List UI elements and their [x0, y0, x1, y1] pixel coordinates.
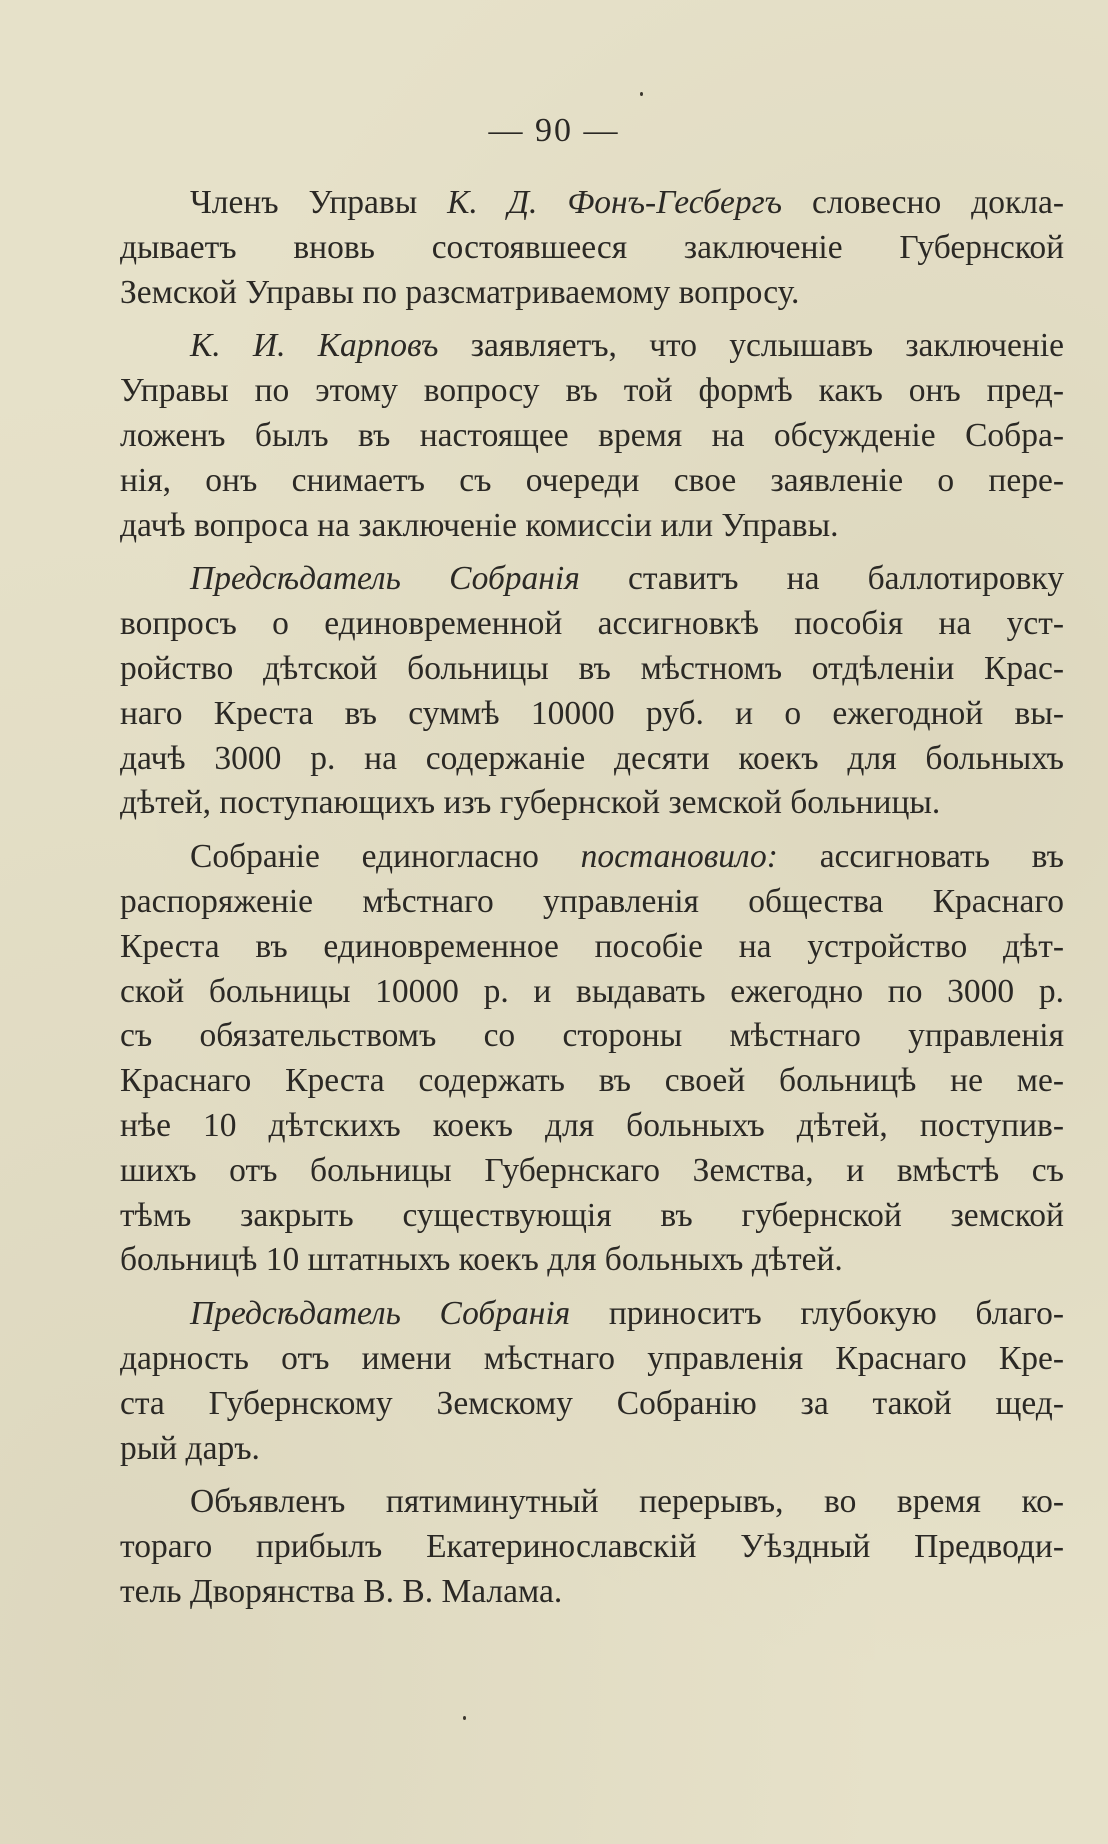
- text-segment: дѣтей, поступающихъ изъ губернской земской больницы.: [120, 784, 941, 822]
- text-segment: нѣе 10 дѣтскихъ коекъ для больныхъ дѣтей, поступив-: [120, 1106, 1064, 1144]
- text-line: [120, 1570, 1064, 1615]
- text-line: [120, 647, 1064, 692]
- text-segment: Краснаго Креста содержать въ своей больницѣ не ме-: [120, 1062, 1064, 1100]
- text-segment: заявляетъ, что услышавъ заключеніе: [438, 327, 1064, 365]
- text-line: [120, 324, 1064, 369]
- paragraph: [120, 1292, 1064, 1471]
- paragraph: [120, 1480, 1064, 1614]
- text-line: [120, 781, 1064, 826]
- italic-name: постановило:: [580, 838, 778, 876]
- text-segment: дываетъ вновь состоявшееся заключеніе Губернской: [120, 228, 1064, 266]
- text-segment: рый даръ.: [120, 1429, 260, 1467]
- text-segment: тѣмъ закрыть существующія въ губернской земской: [120, 1196, 1064, 1234]
- paper-speck: [640, 92, 643, 96]
- text-line: [120, 1382, 1064, 1427]
- text-segment: нія, онъ снимаетъ съ очереди свое заявленіе о пере-: [120, 461, 1064, 499]
- text-segment: приноситъ глубокую благо-: [570, 1295, 1064, 1333]
- paragraph: [120, 835, 1064, 1283]
- text-line: [120, 880, 1064, 925]
- text-line: [120, 1104, 1064, 1149]
- text-line: [120, 1238, 1064, 1283]
- text-line: [120, 226, 1064, 271]
- text-segment: ской больницы 10000 р. и выдавать ежегодно по 3000 р.: [120, 972, 1064, 1010]
- text-line: [120, 1337, 1064, 1382]
- italic-name: Предсѣдатель Собранія: [190, 1295, 571, 1333]
- text-line: [120, 1292, 1064, 1337]
- italic-name: К. Д. Фонъ-Гесбергъ: [447, 184, 783, 221]
- document-body: [120, 181, 1064, 1615]
- text-segment: словесно докла-: [782, 184, 1064, 221]
- text-line: [120, 970, 1064, 1015]
- text-segment: наго Креста въ суммѣ 10000 руб. и о ежегодной вы-: [120, 694, 1064, 732]
- text-segment: дачѣ 3000 р. на содержаніе десяти коекъ для больныхъ: [120, 739, 1064, 777]
- paragraph: [120, 324, 1064, 548]
- text-segment: распоряженіе мѣстнаго управленія общества Краснаго: [120, 882, 1064, 920]
- paragraph: [120, 557, 1064, 826]
- text-line: [120, 1014, 1064, 1059]
- text-segment: Управы по этому вопросу въ той формѣ какъ онъ пред-: [120, 372, 1064, 410]
- text-line: [120, 459, 1064, 504]
- text-line: [120, 1059, 1064, 1104]
- paragraph-gap: [120, 1283, 1064, 1292]
- text-segment: дарность отъ имени мѣстнаго управленія Краснаго Кре-: [120, 1339, 1064, 1377]
- text-segment: ста Губернскому Земскому Собранію за такой щед-: [120, 1384, 1064, 1422]
- text-line: [120, 737, 1064, 782]
- text-segment: ассигновать въ: [777, 838, 1064, 876]
- text-line: [120, 414, 1064, 459]
- text-line: [120, 925, 1064, 970]
- page-number: — 90 —: [488, 112, 620, 149]
- paragraph-gap: [120, 315, 1064, 324]
- text-segment: ставитъ на баллотировку: [579, 560, 1064, 598]
- text-line: [120, 835, 1064, 880]
- text-line: [120, 369, 1064, 414]
- paragraph: [120, 181, 1064, 315]
- text-segment: шихъ отъ больницы Губернскаго Земства, и вмѣстѣ съ: [120, 1151, 1064, 1189]
- paper-speck: [463, 1716, 466, 1720]
- paragraph-gap: [120, 1471, 1064, 1480]
- text-segment: Членъ Управы: [190, 184, 448, 221]
- text-line: [120, 504, 1064, 549]
- text-segment: тель Дворянства В. В. Малама.: [120, 1572, 563, 1610]
- italic-name: Предсѣдатель Собранія: [190, 560, 580, 598]
- text-segment: ложенъ былъ въ настоящее время на обсужденіе Собра-: [120, 416, 1064, 454]
- text-segment: дачѣ вопроса на заключеніе комиссіи или Управы.: [120, 506, 839, 544]
- text-segment: съ обязательствомъ со стороны мѣстнаго управленія: [120, 1017, 1064, 1055]
- text-segment: больницѣ 10 штатныхъ коекъ для больныхъ дѣтей.: [120, 1241, 843, 1279]
- text-segment: Земской Управы по разсматриваемому вопросу.: [120, 273, 800, 311]
- text-line: [120, 1194, 1064, 1239]
- text-line: [120, 557, 1064, 602]
- text-line: [120, 1427, 1064, 1472]
- text-segment: тораго прибылъ Екатеринославскій Уѣздный Предводи-: [120, 1528, 1064, 1566]
- text-line: [120, 1480, 1064, 1525]
- text-segment: ройство дѣтской больницы въ мѣстномъ отдѣленіи Крас-: [120, 649, 1064, 687]
- text-segment: Объявленъ пятиминутный перерывъ, во время ко-: [190, 1483, 1064, 1521]
- text-line: [120, 1525, 1064, 1570]
- text-segment: Креста въ единовременное пособіе на устройство дѣт-: [120, 927, 1064, 965]
- paragraph-gap: [120, 548, 1064, 557]
- italic-name: К. И. Карповъ: [190, 327, 439, 365]
- text-segment: Собраніе единогласно: [190, 838, 581, 876]
- text-line: [120, 1149, 1064, 1194]
- text-line: [120, 602, 1064, 647]
- text-line: [120, 692, 1064, 737]
- text-line: [120, 271, 1064, 316]
- paragraph-gap: [120, 826, 1064, 835]
- text-segment: вопросъ о единовременной ассигновкѣ пособія на уст-: [120, 605, 1064, 643]
- text-line: [120, 181, 1064, 226]
